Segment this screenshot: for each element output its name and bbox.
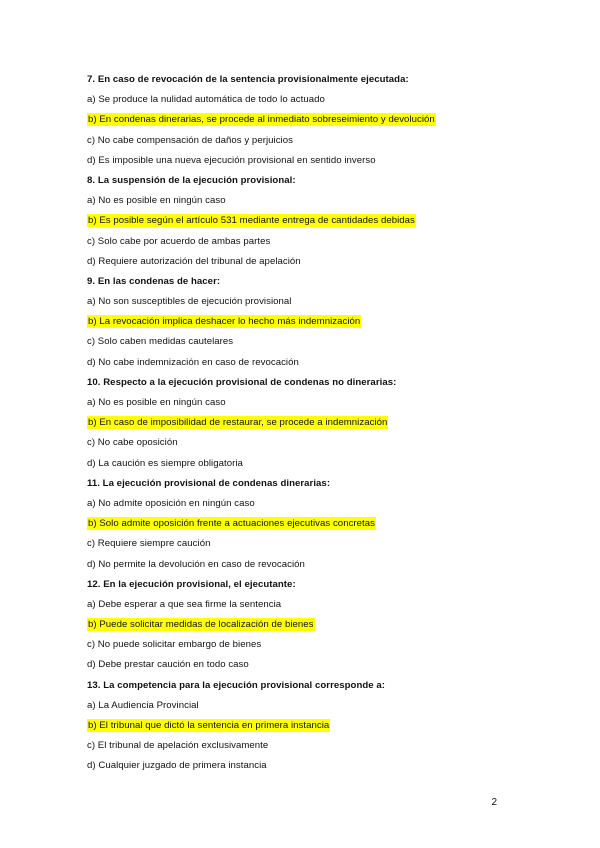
answer-option-d: d) No permite la devolución en caso de revocación [87,558,305,570]
question-title: 10. Respecto a la ejecución provisional de condenas no dinerarias: [87,376,397,388]
answer-option-c: c) No cabe compensación de daños y perjuicios [87,134,293,146]
answer-option-d: d) Debe prestar caución en todo caso [87,659,249,671]
answer-option-c: c) No cabe oposición [87,437,178,449]
answer-option-d: d) No cabe indemnización en caso de revocación [87,356,299,368]
answer-option-b-highlighted: b) En condenas dinerarias, se procede al inmediato sobreseimiento y devolución [88,114,435,126]
answer-option-b-highlighted: b) El tribunal que dictó la sentencia en primera instancia [88,720,330,731]
question-title: 9. En las condenas de hacer: [87,275,221,287]
question-title: 13. La competencia para la ejecución provisional corresponde a: [87,679,385,691]
answer-option-b-highlighted: b) Puede solicitar medidas de localización de bienes [88,619,314,631]
page-number: 2 [491,797,497,808]
question-title: 7. En caso de revocación de la sentencia provisionalmente ejecutada: [87,74,409,85]
answer-option-a: a) No son susceptibles de ejecución provisional [87,296,292,308]
answer-option-a: a) No es posible en ningún caso [87,397,226,408]
question-list [87,70,557,777]
answer-option-c: c) Solo cabe por acuerdo de ambas partes [87,235,271,247]
answer-option-a: a) No es posible en ningún caso [87,195,226,207]
answer-option-a: a) No admite oposición en ningún caso [87,497,255,509]
answer-option-b-highlighted: b) Es posible según el artículo 531 mediante entrega de cantidades debidas [88,215,415,227]
answer-option-a: a) Se produce la nulidad automática de todo lo actuado [87,94,325,106]
answer-option-d: d) Cualquier juzgado de primera instancia [87,760,267,772]
answer-option-c: c) El tribunal de apelación exclusivamente [87,740,269,752]
answer-option-b-highlighted: b) Solo admite oposición frente a actuaciones ejecutivas concretas [88,518,376,530]
question-title: 8. La suspensión de la ejecución provisional: [87,174,296,186]
answer-option-c: c) No puede solicitar embargo de bienes [87,639,262,651]
answer-option-b-highlighted: b) En caso de imposibilidad de restaurar, se procede a indemnización [88,417,388,429]
answer-option-a: a) Debe esperar a que sea firme la sentencia [87,598,282,610]
answer-option-a: a) La Audiencia Provincial [87,699,199,711]
answer-option-c: c) Solo caben medidas cautelares [87,336,234,348]
answer-option-b-highlighted: b) La revocación implica deshacer lo hecho más indemnización [88,316,361,328]
answer-option-d: d) La caución es siempre obligatoria [87,457,243,469]
answer-option-d: d) Es imposible una nueva ejecución provisional en sentido inverso [87,154,376,166]
question-title: 12. En la ejecución provisional, el ejecutante: [87,578,296,590]
question-title: 11. La ejecución provisional de condenas dinerarias: [87,477,331,489]
answer-option-c: c) Requiere siempre caución [87,538,211,550]
answer-option-d: d) Requiere autorización del tribunal de apelación [87,255,301,267]
